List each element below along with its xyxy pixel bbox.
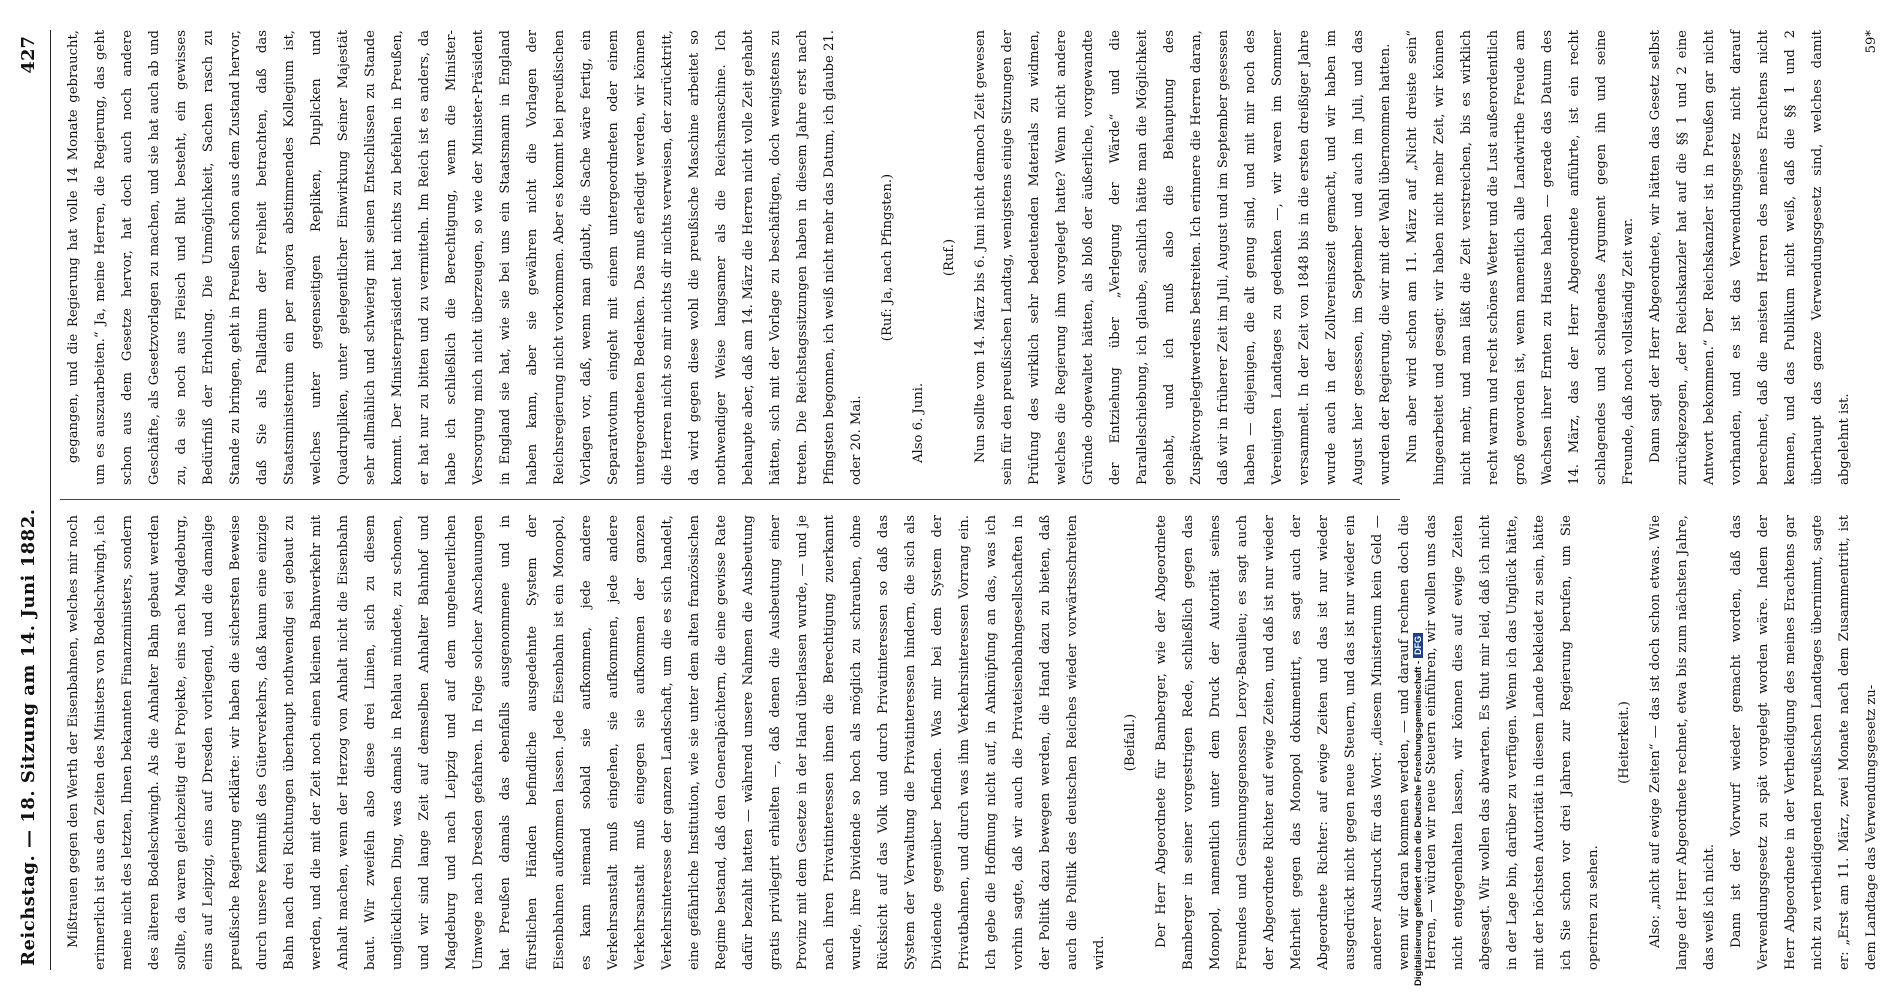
right-column — [60, 29, 1879, 485]
laughter-note: (Heiterkeit.) — [1617, 701, 1632, 784]
margin-strip — [1390, 0, 1432, 1000]
paragraph: Der Herr Abgeordnete für Bamberger, wie der Abgeordnete Bamberger in seiner vorgestrigen Rede, schließlich gegen das Monopol, namentlich unter dem Druck der Autorität seines Freundes und Gesinnungsgenossen Leroy-Beaulieu; es sagt auch der Abgeordnete Richter auf ewige Zeiten, und daß ist nur wieder Mehrheit gegen das Monopol dokumentirt, es sagt auch der Abgeordnete Richter: auf ewige Zeiten und das ist nur wieder ausgedrückt nicht gegen neue Steuern, und das ist nur wieder ein anderer Ausdruck für das Wort: „diesem Ministerium kein Geld — wenn wir daran kommen werden, — und darauf rechnen doch die Herren, — würden wir neue Steuern einführen, wir wollen uns das nicht entgegenhalten lassen, wir können dies auf ewige Zeiten abgesagt. Wir wollen das abwarten. Es thut mir leid, daß ich nicht in der Lage bin, darüber zu verfügen. Wenn ich das Unglück hätte, mit der höchsten Autorität in diesem Lande bekleidet zu sein, hätte ich Sie schon vor drei Jahren zur Regierung berufen, um Sie operiren zu sehen. — [1154, 515, 1601, 970]
paragraph: Dann sagt der Herr Abgeordnete, wir hätten das Gesetz selbst zurückgezogen, „der Reichskanzler hat auf die §§ 1 und 2 eine Antwort bekommen.“ Der Reichskanzler ist in Preußen gar nicht vorhanden, und es ist das Verwendungsgesetz nicht darauf berechnet, daß die meisten Herren des meines Erachtens nicht kennen, und das Publikum nicht weiß, daß die §§ 1 und 2 überhaupt das ganze Verwendungsgesetz sind, welches damit abgelehnt ist. — [1648, 30, 1852, 485]
running-header — [10, 30, 51, 970]
paragraph: Mißtrauen gegen den Werth der Eisenbahnen, welches mir noch erinnerlich ist aus den Zeiten des Ministers von Bodelschwingh, ich meine nicht des letzten, Ihnen bekannten Finanzministers, sondern des älteren Bodelschwingh. Als die Anhalter Bahn gebaut werden sollte, da waren gleichzeitig drei Projekte, eins nach Magdeburg, eins auf Leipzig, eins auf Dresden vorliegend, und die damalige preußische Regierung erklärte: wir haben die sichersten Beweise durch unsere Kenntniß des Güterverkehrs, daß kaum eine einzige Bahn nach drei Richtungen überhaupt nothwendig sei gebaut zu werden, und die mit der Zeit noch einen kleinen Bahnverkehr mit Anhalt machen, wenn der Herzog von Anhalt nicht die Eisenbahn baut. Wir zweifeln also diese drei Linien, sich zu diesem unglücklichen Ding, was damals in Rehlau mündete, zu schonen, und wir sind lange Zeit auf demselben Anhalter Bahnhof und Magdeburg und nach Leipzig und auf dem ungeheuerlichen Umwege nach Dresden gefahren. In Folge solcher Anschauungen hat Preußen damals das ebenfalls ausgenommene und in fürstlichen Händen befindliche ausgedehnte System der Eisenbahnen aufkommen lassen. Jede Eisenbahn ist ein Monopol, es kann niemand sobald sie aufkommen, jede andere Verkehrsanstalt muß eingehen, sie aufkommen, jede andere Verkehrsanstalt muß eingegen sie aufkommen der ganzen Verkehrsinteresse der ganzen Landschaft, um die es sich handelt, eine gefährliche Institution, wie sie unter dem alten französischen Regime bestand, daß den Generalpächtern, die eine gewisse Rate dafür bezahlt hatten — während unsere Nahmen die Ausbeutung gratis privilegirt erhielten —, daß denen die Ausbeutung einer Provinz mit dem Gesetze in der Hand überlassen wurde, — und je nach ihren Privatinteressen ihnen die Berechtigung zuerkannt wurde, ihre Dividende so hoch als möglich zu schrauben, ohne Rücksicht auf das Volk und durch Privatinteressen so daß das System der Verwaltung die Privatinteressen hindern, die sich als Dividende gegenüber befinden. Was mir bei dem System der Privatbahnen, und durch was ihm Verkehrsinteressen Vorrang ein. Ich gebe die Hoffnung nicht auf, in Anknüpfung an das, was ich vorhin sagte, daß wir auch die Privateisenbahngesellschaften in der Politik dazu bewegen werden, die Hand dazu zu bieten, daß auch die Politik des deutschen Reiches wieder vorwärtsschreiten wird. — [66, 515, 1107, 970]
column-divider — [60, 499, 1400, 500]
paragraph: gegangen, und die Regierung hat volle 14 Monate gebraucht, um es auszuarbeiten.“ Ja, meine Herren, die Regierung, das geht schon aus dem Gesetze hervor, hat doch auch noch andere Geschäfte, als Gesetzvorlagen zu machen, und sie hat auch ab und zu, da sie noch aus Fleisch und Blut besteht, ein gewisses Bedürfniß der Erholung. Die Unmöglichkeit, Sachen rasch zu Stande zu bringen, geht in Preußen schon aus dem Zustand hervor, daß Sie als Palladium der Freiheit betrachten, daß das Staatsministerium ein per majora abstimmendes Kollegium ist, welches unter gegenseitigen Repliken, Duplicken und Quadrupliken, unter gelegentlicher Einwirkung Seiner Majestät sehr allmählich und schwierig mit seinen Entschlüssen zu Stande kommt. Der Ministerpräsident hat nichts zu befehlen in Preußen, er hat nur zu bitten und zu vermitteln. Im Reich ist es anders, da habe ich schließlich die Berechtigung, wenn die Minister-Versorgung mich nicht überzeugen, so wie der Minister-Präsident in England sie hat, wie sie bei uns ein Staatsmann in England haben kann, aber sie gewähren nicht die Vorlagen der Reichsregierung nicht vorkommen. Aber es kommt bei preußischen Vorlagen vor, daß, wenn man glaubt, die Sache wäre fertig, ein Separatvotum eingeht mit einem untergeordneten oder einem untergeordneten Bedenken. Das muß erledigt werden, wir können die Herren nicht so mir nichts dir nichts verweisen, der zurücktritt, da wird gegen diese wohl die preußische Maschine arbeitet so nothwendiger Weise langsamer als die Reichsmaschine. Ich behaupte aber, daß am 14. März die Herren nicht volle Zeit gehabt hätten, sich mit der Vorlage zu beschäftigen, doch wenigstens zu treten. Die Reichstagssitzungen haben in diesem Jahre erst nach Pfingsten begonnen, ich weiß nicht mehr das Datum, ich glaube 21. oder 20. Mai. — [66, 30, 864, 485]
paragraph: Nun aber wird schon am 11. März auf „Nicht dreiste sein“ hingearbeitet und gesagt: wir haben nicht mehr Zeit, wir können nicht mehr, und man läßt die Zeit verstreichen, bis es wirklich recht warm und recht schönes Wetter und die Lust außerordentlich groß geworden ist, wenn namentlich alle Landwirthe Freude am Wachsen ihrer Ernten zu Hause haben — gerade das Datum des 14. März, das der Herr Abgeordnete anführte, ist ein recht schlagendes und schlagendes Argument gegen ihn und seine Freunde, daß noch vollständig Zeit war. — [1405, 30, 1636, 485]
interjection: (Ruf: Ja, nach Pfingsten.) — [880, 173, 895, 342]
dfg-credit-text: Digitalisierung gefördert durch die Deutsche Forschungsgemeinschaft - — [1413, 660, 1424, 986]
paragraph: Nun sollte vom 14. März bis 6. Juni nicht dennoch Zeit gewesen sein für den preußischen Landtag, wenigstens einige Sitzungen der Prüfung des wirklich sehr bedeutenden Materials zu widmen, welches die Regierung ihm vorgelegt hatte? Wenn nicht andere Gründe obgewaltet hätten, als bloß der äußerliche, vorgewandte der Entziehung über „Verlegung der Wärde“ und die Parallelschiebung, ich glaube, sachlich hätte man die Möglichkeit gehabt, und ich muß also die Behauptung des Zuspätvorgelegtwerdens bestreiten. Ich erinnere die Herren daran, daß wir in früherer Zeit im Juli, August und im September gesessen haben — diejenigen, die alt genug sind, und mit mir noch des Vereinigten Landtages zu gedenken —, wir waren im Sommer versammelt. In der Zeit von 1848 bis in die ersten dreißiger Jahre wurde auch in der Zollvereinszeit gemacht, und wir haben im August hier gesessen, im September und auch im Juli, und das wurden der Regierung, die wir mit der Wahl übernommen hatten. — [973, 29, 1393, 485]
paragraph: Also 6. Juni. — [911, 382, 926, 463]
header-title: Reichstag. — 18. Sitzung am 14. Juni 1882. — [18, 508, 39, 966]
paragraph: Also: „nicht auf ewige Zeiten“ — das ist doch schon etwas. Wie lange der Herr Abgeordnete rechnet, etwa bis zum nächsten Jahre, das weiß ich nicht. — [1648, 515, 1717, 970]
interjection: (Ruf.) — [942, 238, 957, 277]
dfg-credit — [1413, 633, 1424, 986]
dfg-logo: DFG — [1413, 633, 1423, 658]
page-number: 427 — [18, 36, 39, 74]
applause-note: (Beifall.) — [1123, 713, 1138, 772]
paragraph: Dann ist der Vorwurf wieder gemacht worden, daß das Verwendungsgesetz zu spät vorgelegt worden wäre. Indem der Herr Abgeordnete in der Vertheidigung des meines Erachtens gar nicht zu vertheidigenden preußischen Landtages übernimmt, sagte er: „Erst am 11. März, zwei Monate nach dem Zusammentritt, ist dem Landtage das Verwendungsgesetz zu- — [1729, 515, 1879, 970]
signature-mark: 59* — [1864, 30, 1879, 54]
